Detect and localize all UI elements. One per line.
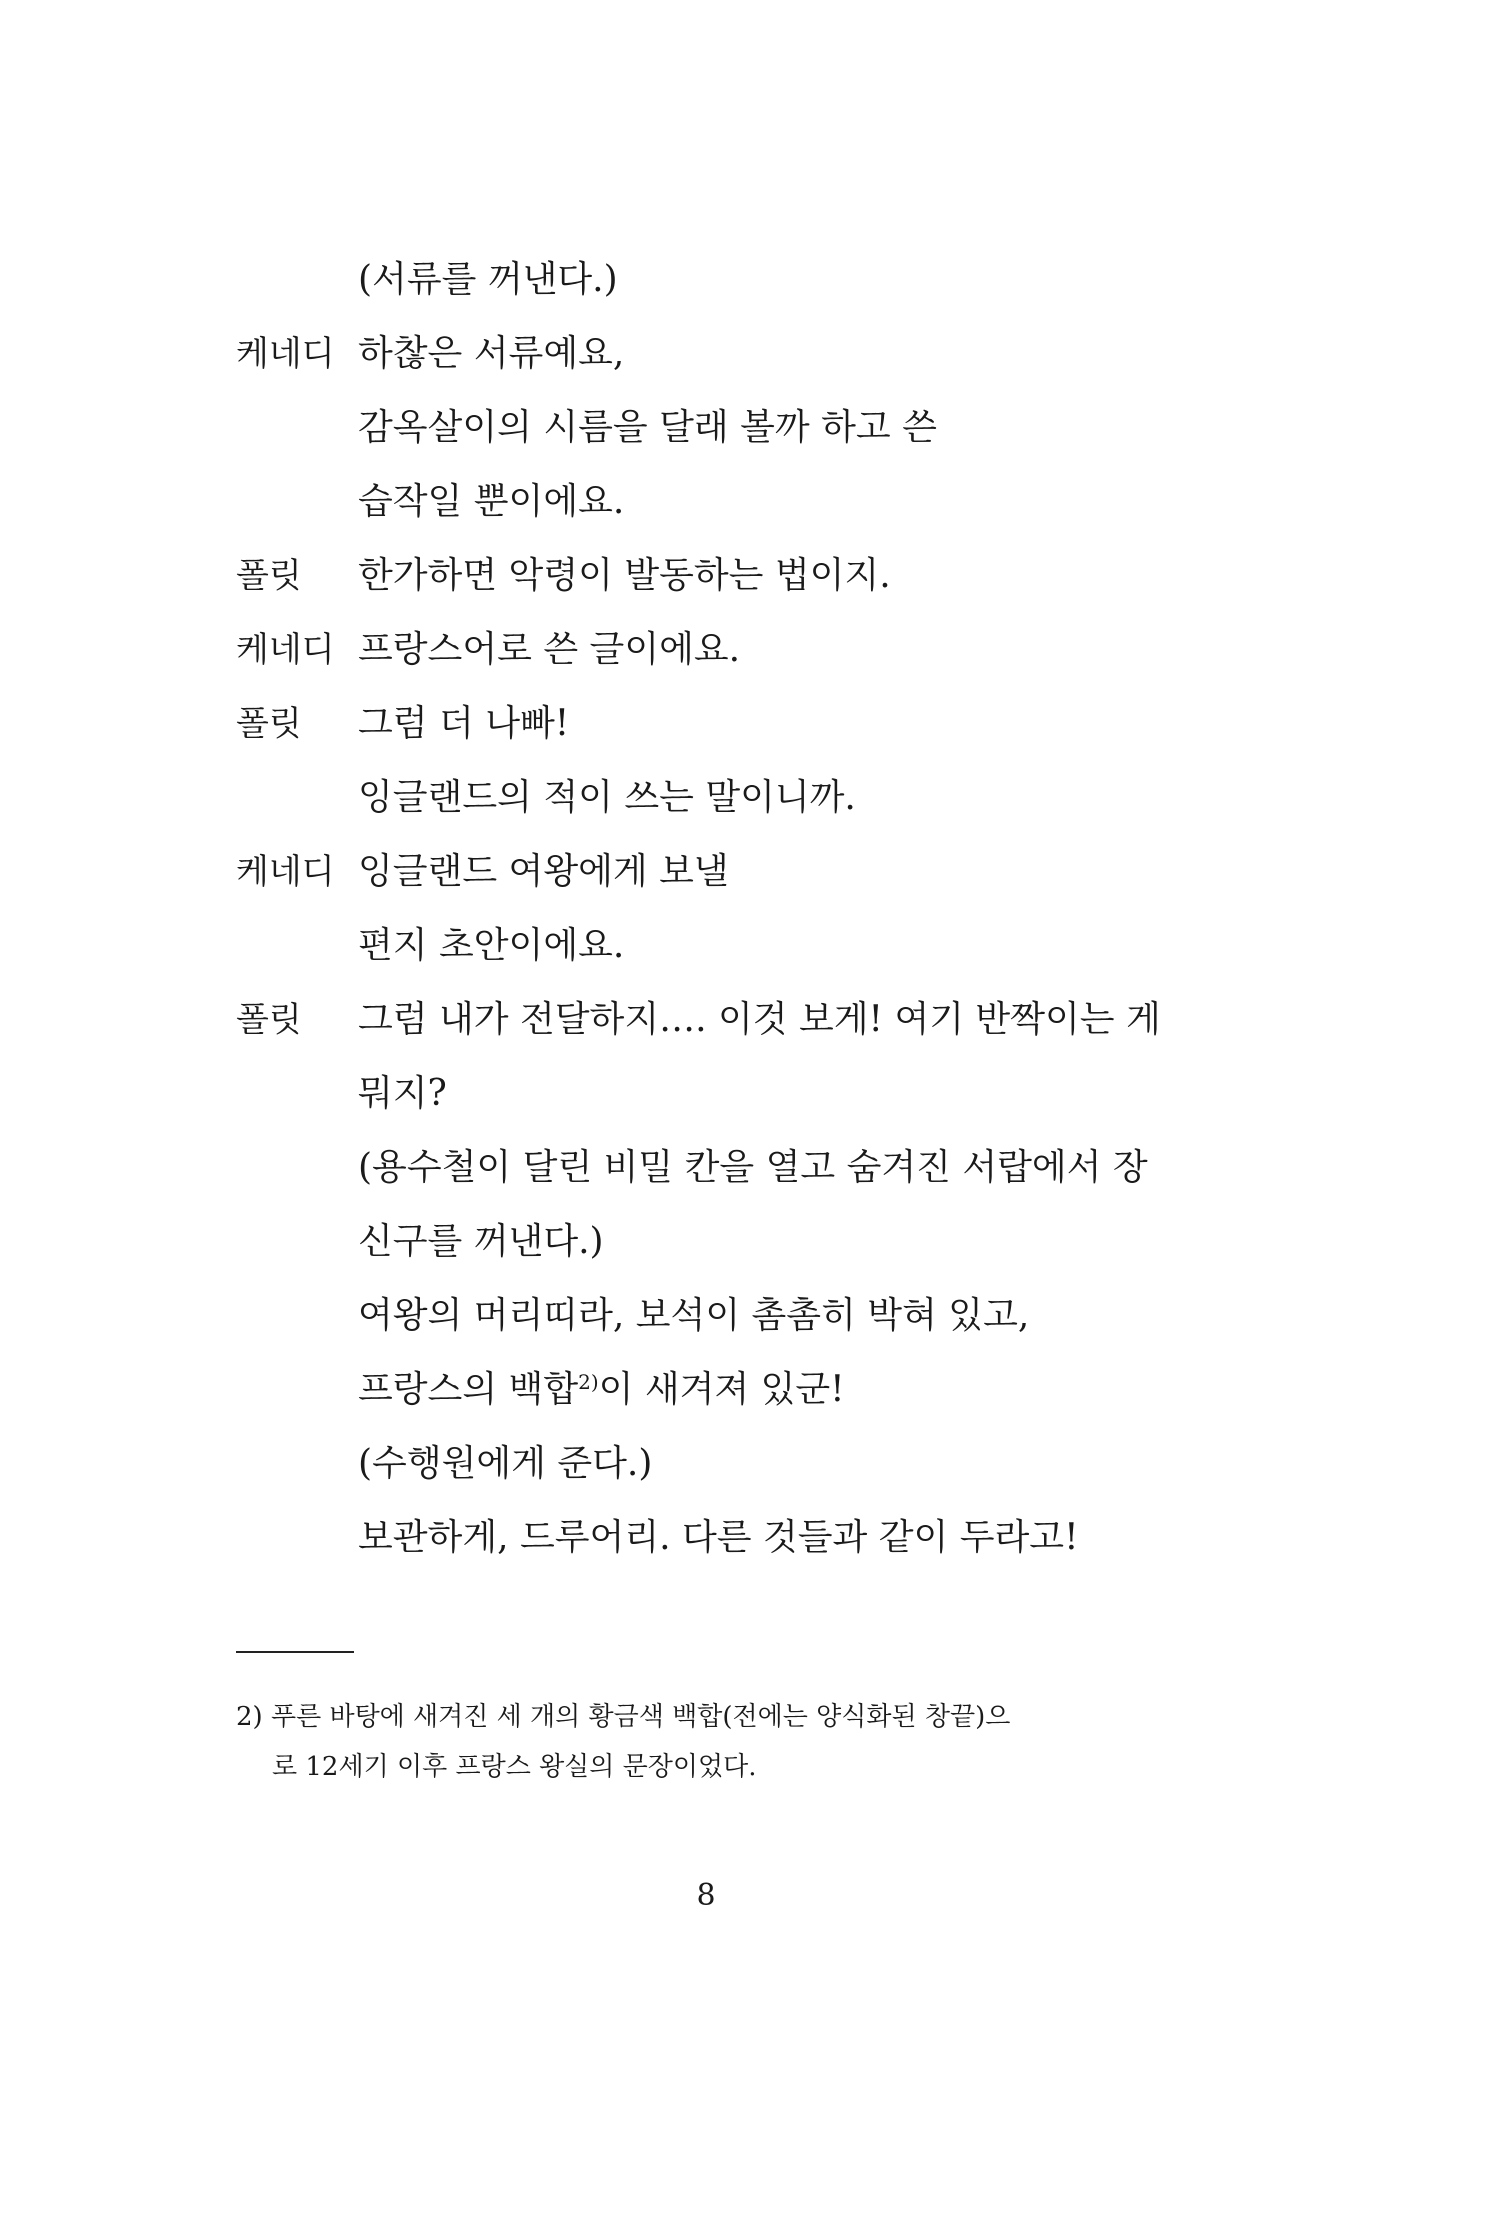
dialogue-text <box>358 1360 845 1424</box>
page-number: 8 <box>696 1878 716 1913</box>
dialogue-text: 편지 초안이에요. <box>358 925 625 966</box>
footnote-divider <box>236 1651 354 1653</box>
speaker-name: 폴릿 <box>236 1000 302 1040</box>
stage-direction: (서류를 꺼낸다.) <box>358 259 618 300</box>
dialogue-text: 프랑스어로 쓴 글이에요. <box>358 629 741 670</box>
dialogue-text: 습작일 뿐이에요. <box>358 481 625 522</box>
footnote-line-1: 2) 푸른 바탕에 새겨진 세 개의 황금색 백합(전에는 양식화된 창끝)으 <box>236 1702 1011 1732</box>
dialogue-text: 그럼 더 나빠! <box>358 703 570 744</box>
stage-direction: (용수철이 달린 비밀 칸을 열고 숨겨진 서랍에서 장 <box>358 1147 1148 1188</box>
dialogue-text: 여왕의 머리띠라, 보석이 촘촘히 박혀 있고, <box>358 1295 1030 1336</box>
footnote-reference[interactable]: 2) <box>578 1370 599 1394</box>
dialogue-text: 잉글랜드 여왕에게 보낼 <box>358 851 729 892</box>
dialogue-text: 그럼 내가 전달하지…. 이것 보게! 여기 반짝이는 게 <box>358 999 1161 1040</box>
dialogue-text: 감옥살이의 시름을 달래 볼까 하고 쓴 <box>358 407 937 448</box>
dialogue-text: 뭐지? <box>358 1073 447 1114</box>
dialogue-text: 한가하면 악령이 발동하는 법이지. <box>358 555 891 596</box>
speaker-name: 케네디 <box>236 852 335 892</box>
stage-direction: (수행원에게 준다.) <box>358 1443 653 1484</box>
stage-direction: 신구를 꺼낸다.) <box>358 1221 604 1262</box>
dialogue-text: 하찮은 서류예요, <box>358 333 625 374</box>
dialogue-text: 보관하게, 드루어리. 다른 것들과 같이 두라고! <box>358 1517 1079 1558</box>
speaker-name: 폴릿 <box>236 704 302 744</box>
footnote-line-2: 로 12세기 이후 프랑스 왕실의 문장이었다. <box>272 1752 757 1782</box>
speaker-name: 케네디 <box>236 630 335 670</box>
dialogue-text: 잉글랜드의 적이 쓰는 말이니까. <box>358 777 856 818</box>
dialogue-text-part: 프랑스의 백합 <box>358 1369 579 1410</box>
speaker-name: 폴릿 <box>236 556 302 596</box>
dialogue-text-part: 이 새겨져 있군! <box>598 1369 845 1410</box>
speaker-name: 케네디 <box>236 334 335 374</box>
